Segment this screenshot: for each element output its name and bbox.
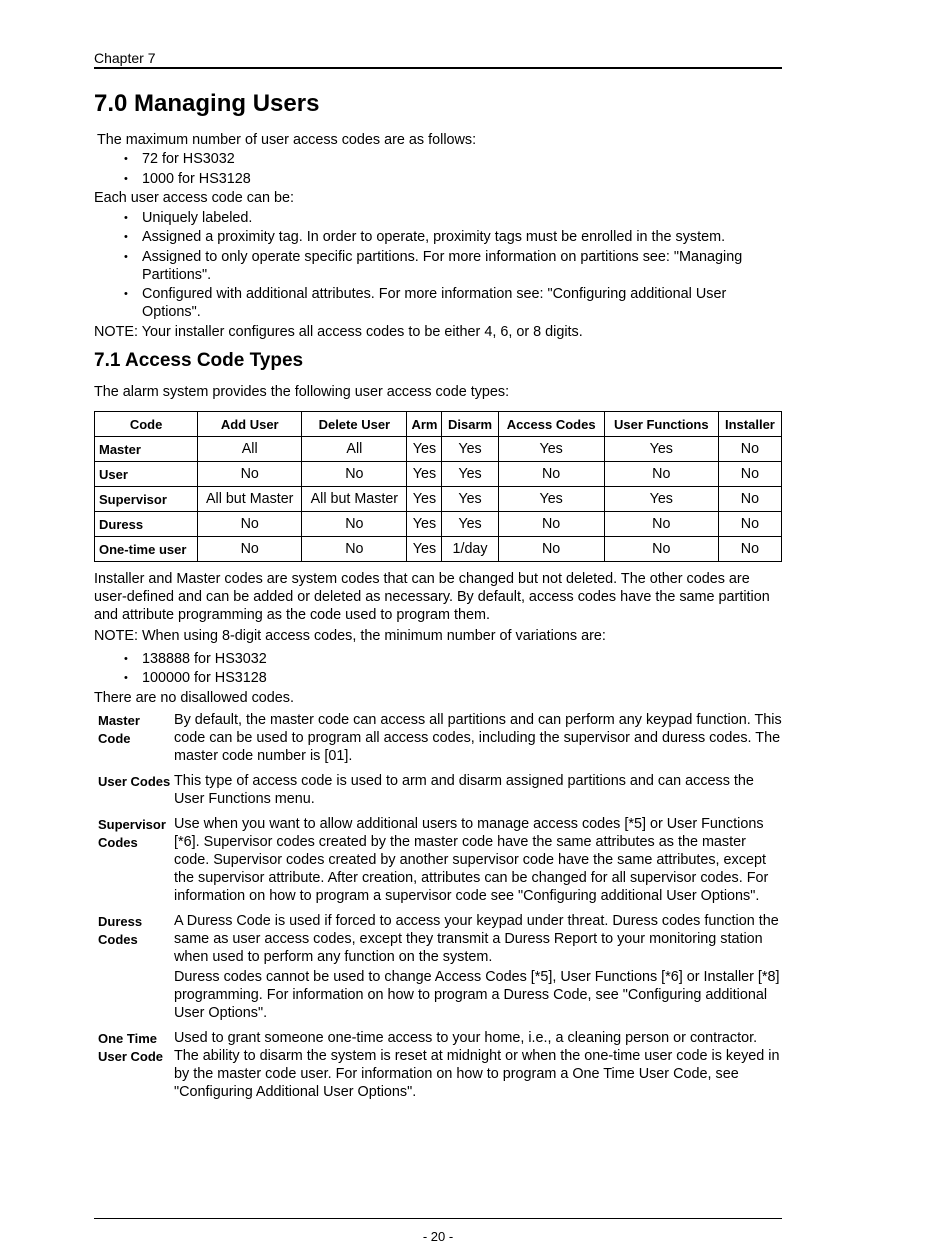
definition-term: Master Code [98, 713, 140, 747]
definition-body [174, 815, 782, 907]
page-number: - 20 - [422, 1229, 454, 1244]
table-header-cell: Access Codes [498, 412, 604, 437]
table-row [95, 462, 782, 487]
variations-note: NOTE: When using 8-digit access codes, the minimum number of variations are: [94, 628, 606, 645]
table-cell: Yes [407, 512, 442, 537]
code-types-intro: The alarm system provides the following user access code types: [94, 384, 510, 400]
table-row [95, 487, 782, 512]
table-row-label: One-time user [95, 537, 198, 562]
definition-paragraph: Use when you want to allow additional users to manage access codes [*5] or User Functions [*6]. Supervisor codes created by the master code have the same attributes as the master code. Supervisor codes created by another supervisor code have the same attributes, except the supervisor attribute. After creation, attributes can be changed for all supervisor codes. For information on how to program a supervisor code see "Configuring additional User Options". [174, 816, 769, 905]
table-cell: Yes [442, 512, 498, 537]
table-header-cell: Delete User [302, 412, 407, 437]
table-header-cell: Code [95, 412, 198, 437]
table-row [95, 512, 782, 537]
table-cell: No [604, 462, 718, 487]
table-header-cell: Add User [198, 412, 302, 437]
list-item: • Configured with additional attributes. For more information see: "Configuring additional User Options". [94, 285, 782, 321]
table-cell: Yes [407, 462, 442, 487]
table-cell: Yes [604, 487, 718, 512]
definition-paragraph: By default, the master code can access all partitions and can perform any keypad function. This code can be used to program all access codes, including the supervisor and duress codes. The master code number is [01]. [174, 712, 782, 765]
table-cell: No [604, 537, 718, 562]
table-cell: No [718, 487, 781, 512]
table-row-label: User [95, 462, 198, 487]
each-code-intro: Each user access code can be: [94, 190, 294, 207]
definition-paragraph: A Duress Code is used if forced to access your keypad under threat. Duress codes function the same as user access codes, except they transmit a Duress Report to your monitoring station when used to perform any function on the system. [174, 913, 779, 966]
definition-body [174, 711, 782, 767]
table-row [95, 537, 782, 562]
footer-rule [94, 1218, 782, 1219]
table-cell: No [498, 462, 604, 487]
definition-term: User Codes [98, 774, 171, 790]
table-row-label: Master [95, 437, 198, 462]
table-cell: Yes [407, 537, 442, 562]
definition-item [94, 912, 782, 1024]
table-cell: Yes [407, 437, 442, 462]
table-cell: Yes [442, 437, 498, 462]
section-title-managing-users: 7.0 Managing Users [94, 90, 320, 117]
list-item: • 138888 for HS3032 [94, 650, 782, 668]
table-cell: No [498, 537, 604, 562]
table-header-cell: Arm [407, 412, 442, 437]
table-cell: No [198, 512, 302, 537]
section1-body [94, 131, 782, 342]
definition-item [94, 772, 782, 810]
definition-paragraph: Duress codes cannot be used to change Access Codes [*5], User Functions [*6] or Installer [*8] programming. For information on how to program a Duress Code, see "Configuring additional User Options". [174, 969, 780, 1022]
table-cell: No [718, 537, 781, 562]
table-cell: All but Master [302, 487, 407, 512]
table-header-cell: Installer [718, 412, 781, 437]
definition-body [174, 772, 782, 810]
table-cell: Yes [604, 437, 718, 462]
definition-item [94, 1029, 782, 1103]
definition-paragraph: Used to grant someone one-time access to your home, i.e., a cleaning person or contractor. The ability to disarm the system is reset at midnight or when the one-time user code is keyed in by the master code user. For information on how to program a One Time User Code, see "Configuring Additional User Options". [174, 1030, 780, 1101]
max-codes-intro: The maximum number of user access codes are as follows: [97, 132, 477, 148]
header-rule [94, 67, 782, 69]
table-cell: No [718, 462, 781, 487]
definition-item [94, 815, 782, 907]
table-cell: No [198, 537, 302, 562]
table-cell: No [198, 462, 302, 487]
max-codes-list [94, 150, 782, 188]
table-cell: Yes [498, 437, 604, 462]
section-title-access-code-types: 7.1 Access Code Types [94, 350, 304, 371]
list-item: • 72 for HS3032 [94, 150, 782, 168]
list-item: • 100000 for HS3128 [94, 669, 782, 687]
table-body [95, 437, 782, 562]
table-cell: Yes [407, 487, 442, 512]
table-cell: No [302, 462, 407, 487]
table-cell: All but Master [198, 487, 302, 512]
definition-term: Duress Codes [98, 914, 143, 948]
table-cell: No [302, 537, 407, 562]
table-row [95, 437, 782, 462]
table-cell: Yes [498, 487, 604, 512]
definition-term: Supervisor Codes [98, 817, 166, 851]
table-cell: No [302, 512, 407, 537]
table-cell: Yes [442, 462, 498, 487]
table-cell: Yes [442, 487, 498, 512]
variations-list [94, 650, 782, 688]
system-codes-paragraph: Installer and Master codes are system codes that can be changed but not deleted. The other codes are user-defined and can be added or deleted as necessary. By default, access codes have the same partition and attribute programming as the code used to program them. [94, 571, 770, 624]
table-row-label: Supervisor [95, 487, 198, 512]
chapter-label: Chapter 7 [94, 50, 156, 66]
each-code-list [94, 209, 782, 322]
list-item: • Assigned to only operate specific partitions. For more information on partitions see: "Managing Partitions". [94, 248, 782, 284]
no-disallowed-codes: There are no disallowed codes. [94, 689, 294, 706]
definition-paragraph: This type of access code is used to arm and disarm assigned partitions and can access the User Functions menu. [174, 773, 754, 808]
list-item: • Assigned a proximity tag. In order to operate, proximity tags must be enrolled in the system. [94, 228, 782, 246]
definition-body [174, 1029, 782, 1103]
table-cell: All [302, 437, 407, 462]
definition-body [174, 912, 782, 1024]
definition-item [94, 711, 782, 767]
definition-term: One Time User Code [98, 1031, 164, 1065]
table-cell: No [718, 437, 781, 462]
table-header-cell: User Functions [604, 412, 718, 437]
list-item: • 1000 for HS3128 [94, 170, 782, 188]
table-cell: No [498, 512, 604, 537]
list-item: • Uniquely labeled. [94, 209, 782, 227]
section2-body [94, 350, 782, 1108]
table-row-label: Duress [95, 512, 198, 537]
table-cell: No [604, 512, 718, 537]
table-header-cell: Disarm [442, 412, 498, 437]
code-definitions [94, 711, 782, 1103]
table-cell: 1/day [442, 537, 498, 562]
digits-note: NOTE: Your installer configures all access codes to be either 4, 6, or 8 digits. [94, 323, 583, 340]
table-cell: No [718, 512, 781, 537]
table-header-row [95, 412, 782, 437]
table-cell: All [198, 437, 302, 462]
access-code-table [94, 411, 782, 562]
